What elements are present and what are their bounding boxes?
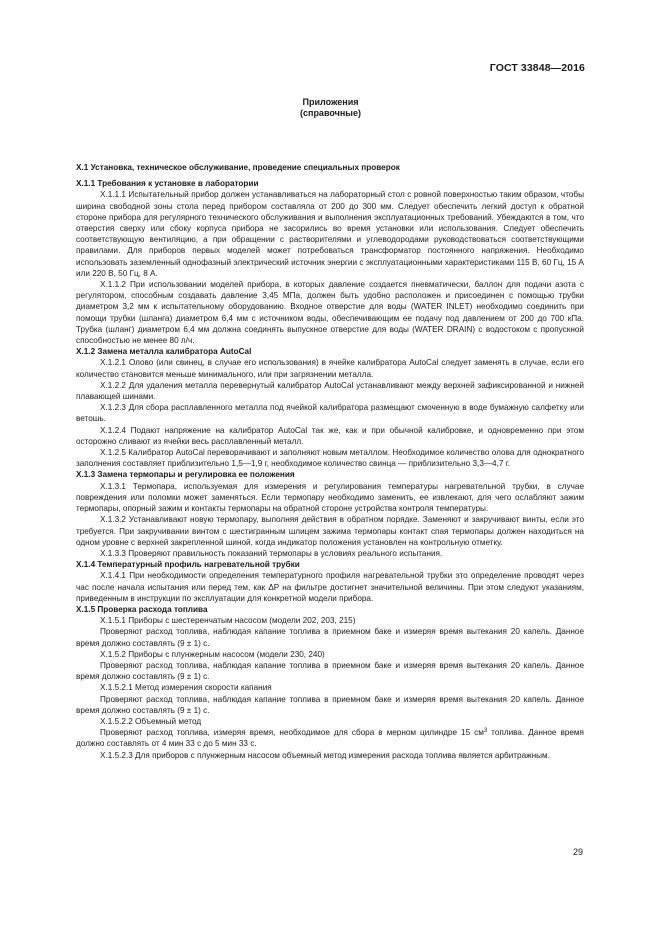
page-number: 29: [572, 847, 583, 857]
subsection-heading: X.1.3 Замена термопары и регулировка ее положения: [76, 470, 295, 480]
paragraph: X.1.5.2.3 Для приборов с плунжерным насосом объемный метод измерения расхода топлива является арбитражным.: [100, 750, 550, 760]
paragraph: X.1.3.2 Устанавливают новую термопару, выполняя действия в обратном порядке. Заменяют и закручивают винты, если это требуется. При закручивании винтом с шестигранным шлицем зажима термопары контакт спая термопары должен находиться на одном уровне с верхней закрепленной шиной, когда индикатор положения установлен на контрольную отметку.: [76, 515, 584, 547]
paragraph: X.1.1.2 При использовании моделей прибора, в которых давление создается пневматически, баллон для подачи азота с регулятором, способным создавать давление 3,45 МПа, должен быть удобно расположен и присоединен с помощью трубки диаметром 3,2 мм к испытательному оборудованию. Входное отверстие для воды (WATER INLET) необходимо соединить при помощи трубки (шланга) диаметром 6,4 мм с источником воды, обеспечивающим ее подачу под давлением от 200 до 700 кПа. Трубка (шланг) диаметром 6,4 мм должна соединять выпускное отверстие для воды (WATER DRAIN) с водостоком с пропускной способностью не менее 80 л/ч.: [76, 280, 584, 346]
paragraph: X.1.2.2 Для удаления металла перевернутый калибратор AutoCal устанавливают между верхней зафиксированной и нижней плавающей шинами.: [76, 380, 584, 402]
paragraph: X.1.5.2 Приборы с плунжерным насосом (модели 230, 240): [100, 649, 325, 659]
paragraph: X.1.5.2.2 Объемный метод: [100, 716, 202, 726]
subsection-heading: X.1.4 Температурный профиль нагревательной трубки: [76, 560, 300, 570]
subsection-heading: X.1.2 Замена металла калибратора AutoCal: [76, 347, 252, 357]
paragraph: X.1.1.1 Испытательный прибор должен устанавливаться на лабораторный стол с ровной поверхностью таким образом, чтобы ширина свободной зоны стола перед прибором составляла от 200 до 300 мм. Следует обеспечить легкий доступ к обратной стороне прибора для регулярного технического обслуживания и выполнения эксплуатационных требований. Убеждаются в том, что отверстия сверху или сбоку корпуса прибора не засорились во время установки или использования. Следует обеспечить соответствующую вентиляцию, а при обращении с растворителями и углеводородами руководствоваться соответствующими правилами. Для приборов первых моделей может потребоваться трансформатор постоянного напряжения. Необходимо использовать заземленный однофазный электрический источник энергии с эксплуатационными характеристиками 115 В, 60 Гц, 15 А или 220 В, 50 Гц, 8 А.: [76, 190, 584, 278]
paragraph: X.1.2.4 Подают напряжение на калибратор AutoCal так же, как и при обычной калибровке, и одновременно при этом осторожно сливают из ячейки весь расплавленный металл.: [76, 425, 584, 446]
paragraph: X.1.2.5 Калибратор AutoCal переворачивают и заполняют новым металлом. Необходимое количество олова для однократного заполнения составляет приблизительно 1,5—1,9 г, необходимое количество свинца — приблизительно 3,3—4,7 г.: [76, 448, 584, 469]
standard-code: ГОСТ 33848—2016: [489, 62, 585, 74]
paragraph: X.1.5.2.1 Метод измерения скорости капания: [100, 683, 272, 693]
paragraph: [76, 727, 584, 749]
paragraph: X.1.5.1 Приборы с шестеренчатым насосом (модели 202, 203, 215): [100, 616, 356, 626]
annex-heading: [0, 97, 661, 119]
paragraph: X.1.2.3 Для сбора расплавленного металла под ячейкой калибратора размещают смоченную в воде бумажную салфетку или ветошь.: [76, 403, 584, 424]
paragraph: X.1.4.1 При необходимости определения температурного профиля нагревательной трубки это определение проводят через час после начала испытания или перед тем, как ΔP на фильтре достигнет значительной величины. При этом следуют указаниям, приведенным в инструкции по эксплуатации для конкретной модели прибора.: [76, 571, 584, 603]
subsection-heading: X.1.1 Требования к установке в лаборатории: [76, 179, 259, 189]
paragraph: Проверяют расход топлива, наблюдая капание топлива в приемном баке и измеряя время вытекания 20 капель. Данное время должно составлять (9 ± 1) с.: [76, 660, 584, 682]
paragraph: X.1.3.1 Термопара, используемая для измерения и регулирования температуры нагревательной трубки, в случае повреждения или поломки может заменяться. Если термопару необходимо заменить, ее извлекают, для чего ослабляют зажим термопары, опорный зажим и контакты термопары на обратной стороне устройства контроля температуры.: [76, 481, 584, 514]
section-heading: X.1 Установка, техническое обслуживание, проведение специальных проверок: [76, 163, 400, 172]
document-body: [76, 162, 584, 761]
paragraph-text: Проверяют расход топлива, измеряя время, необходимое для сбора в мерном цилиндре 15 см: [100, 728, 484, 738]
paragraph: Проверяют расход топлива, наблюдая капание топлива в приемном баке и измеряя время вытекания 20 капель. Данное время должно составлять (9 ± 1) с.: [76, 627, 584, 648]
annex-subtitle: (справочные): [300, 108, 361, 118]
paragraph: X.1.3.3 Проверяют правильность показаний термопары в условиях реального испытания.: [100, 548, 443, 558]
paragraph-text: топлива. Данное время должно составлять от 4 мин 33 с до 5 мин 33 с.: [76, 728, 584, 749]
paragraph: X.1.2.1 Олово (или свинец, в случае его использования) в ячейке калибратора AutoCal следует заменять в случае, если его количество становится меньше минимального, или при загрязнении металла.: [76, 358, 584, 379]
superscript: 3: [483, 728, 488, 735]
subsection-heading: X.1.5 Проверка расхода топлива: [76, 604, 208, 614]
paragraph: Проверяют расход топлива, наблюдая капание топлива в приемном баке и измеряя время вытекания 20 капель. Данное время должно составлять (9 ± 1) с.: [76, 694, 584, 715]
annex-title: Приложения: [302, 97, 359, 107]
